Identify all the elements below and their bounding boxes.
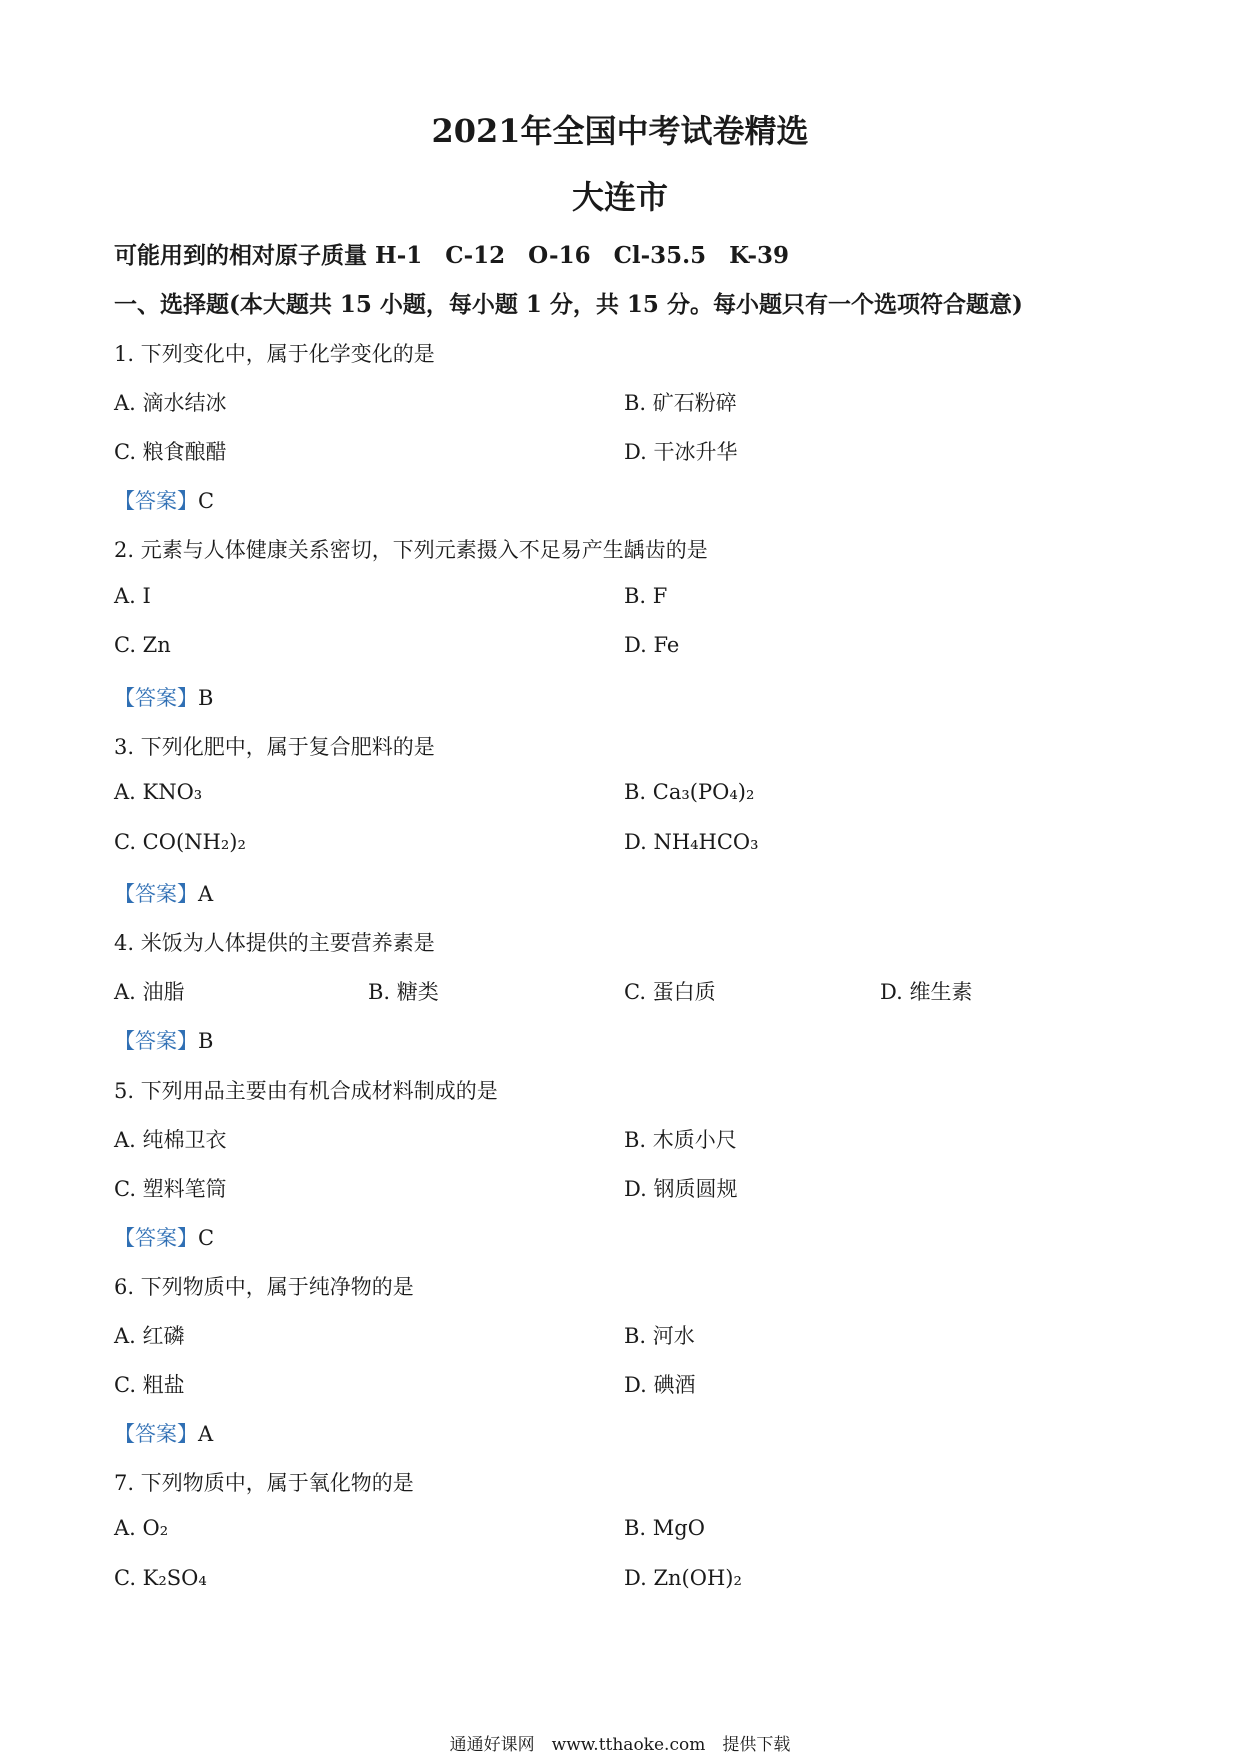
question-3-option-a: A. KNO₃ (114, 780, 203, 804)
question-4-option-c: C. 蛋白质 (624, 980, 716, 1004)
answer-label: 【答案】 (114, 686, 198, 710)
question-2-stem: 2. 元素与人体健康关系密切，下列元素摄入不足易产生龋齿的是 (114, 538, 708, 562)
question-4-option-a: A. 油脂 (114, 980, 185, 1004)
question-6-option-d: D. 碘酒 (624, 1373, 696, 1397)
section-header: 一、选择题(本大题共 15 小题，每小题 1 分，共 15 分。每小题只有一个选项符合题意) (114, 291, 1023, 318)
answer-value: A (198, 1422, 214, 1446)
question-3-stem: 3. 下列化肥中，属于复合肥料的是 (114, 735, 435, 759)
question-7-stem: 7. 下列物质中，属于氧化物的是 (114, 1471, 414, 1495)
question-7-option-c: C. K₂SO₄ (114, 1566, 207, 1590)
question-4-answer (114, 1025, 213, 1055)
question-1-option-b: B. 矿石粉碎 (624, 391, 737, 415)
question-1-option-a: A. 滴水结冰 (114, 391, 227, 415)
question-1-stem: 1. 下列变化中，属于化学变化的是 (114, 342, 435, 366)
question-3-option-c: C. CO(NH₂)₂ (114, 830, 246, 854)
question-6-stem: 6. 下列物质中，属于纯净物的是 (114, 1275, 414, 1299)
question-6-option-a: A. 红磷 (114, 1324, 185, 1348)
question-6-option-b: B. 河水 (624, 1324, 695, 1348)
question-7-option-d: D. Zn(OH)₂ (624, 1566, 742, 1590)
question-4-stem: 4. 米饭为人体提供的主要营养素是 (114, 931, 435, 955)
question-2-answer (114, 682, 213, 712)
question-2-option-d: D. Fe (624, 633, 680, 657)
answer-label: 【答案】 (114, 882, 198, 906)
answer-value: B (198, 1029, 214, 1053)
question-5-option-b: B. 木质小尺 (624, 1128, 737, 1152)
question-7-option-a: A. O₂ (114, 1516, 169, 1540)
answer-label: 【答案】 (114, 1226, 198, 1250)
question-3-answer (114, 878, 213, 908)
page-subtitle: 大连市 (571, 178, 668, 216)
question-1-answer (114, 485, 214, 515)
question-2-option-a: A. I (114, 584, 151, 608)
question-3-option-d: D. NH₄HCO₃ (624, 830, 759, 854)
question-2-option-c: C. Zn (114, 633, 171, 657)
question-6-option-c: C. 粗盐 (114, 1373, 185, 1397)
answer-label: 【答案】 (114, 1029, 198, 1053)
question-5-answer (114, 1222, 214, 1252)
question-5-option-a: A. 纯棉卫衣 (114, 1128, 227, 1152)
question-5-option-c: C. 塑料笔筒 (114, 1177, 227, 1201)
answer-value: B (198, 686, 214, 710)
page-footer: 通通好课网 www.tthaoke.com 提供下载 (449, 1735, 791, 1755)
question-5-stem: 5. 下列用品主要由有机合成材料制成的是 (114, 1079, 498, 1103)
question-4-option-d: D. 维生素 (880, 980, 973, 1004)
answer-value: C (198, 1226, 215, 1250)
question-4-option-b: B. 糖类 (368, 980, 439, 1004)
question-1-option-d: D. 干冰升华 (624, 440, 738, 464)
question-1-option-c: C. 粮食酿醋 (114, 440, 227, 464)
answer-value: C (198, 489, 215, 513)
page-title: 2021年全国中考试卷精选 (431, 112, 809, 150)
answer-value: A (198, 882, 214, 906)
answer-label: 【答案】 (114, 1422, 198, 1446)
atomic-masses-line: 可能用到的相对原子质量 H-1 C-12 O-16 Cl-35.5 K-39 (114, 242, 790, 269)
question-2-option-b: B. F (624, 584, 668, 608)
answer-label: 【答案】 (114, 489, 198, 513)
question-7-option-b: B. MgO (624, 1516, 705, 1540)
question-3-option-b: B. Ca₃(PO₄)₂ (624, 780, 755, 804)
question-5-option-d: D. 钢质圆规 (624, 1177, 738, 1201)
question-6-answer (114, 1418, 213, 1448)
